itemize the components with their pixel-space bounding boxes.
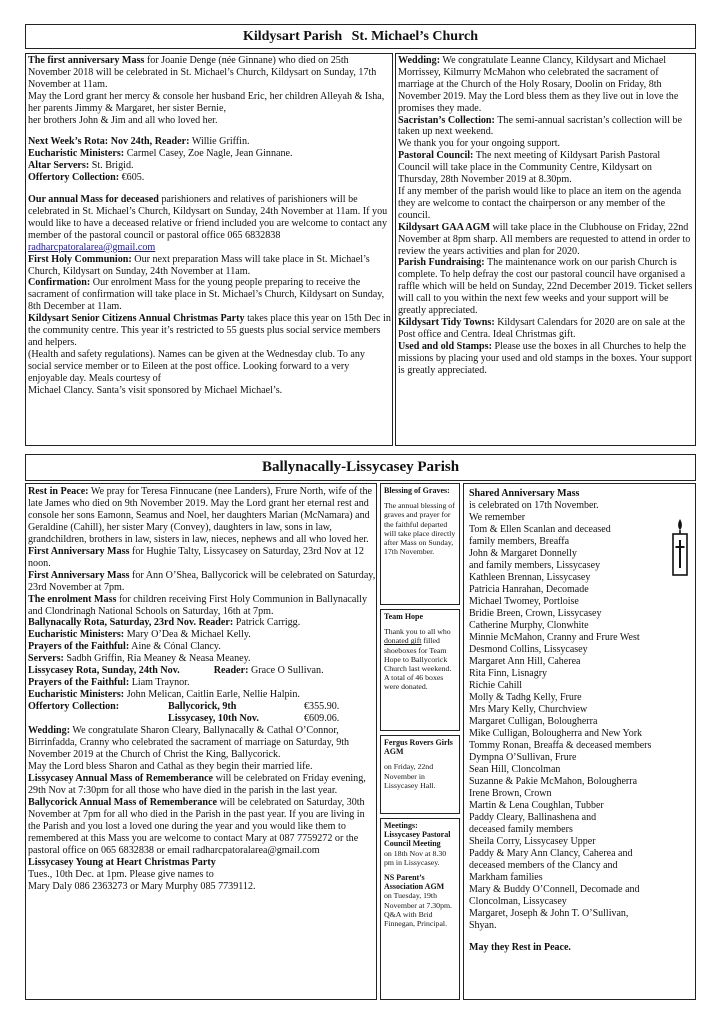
offertory-row-2 bbox=[28, 713, 376, 725]
bally-wedding-heading: Wedding: bbox=[28, 725, 71, 737]
lissycasey-rota-heading: Lissycasey Rota, Sunday, 24th Nov. bbox=[28, 665, 180, 677]
team-hope-text-a: Thank you to all who bbox=[384, 627, 451, 637]
stamps-heading: Used and old Stamps: bbox=[398, 340, 492, 352]
ballynacally-rota bbox=[28, 617, 376, 629]
team-hope-box bbox=[380, 609, 460, 731]
ns-agm-text: on Tuesday, 19th November at 7.30pm. bbox=[384, 891, 452, 910]
bally-wedding-line-2: May the Lord bless Sharon and Cathal as they begin their married life. bbox=[28, 760, 313, 772]
remembered-name: Margaret, Joseph & John T. O’Sullivan, bbox=[469, 908, 629, 919]
remembered-name: Margaret Culligan, Bolougherra bbox=[469, 716, 598, 727]
senior-party-line-3: Michael Clancy. Santa’s visit sponsored by Michael Michael’s. bbox=[28, 384, 283, 396]
lissycasey-rota bbox=[28, 665, 376, 677]
remembered-name: Sean Hill, Cloncolman bbox=[469, 764, 561, 775]
servers-line bbox=[28, 160, 391, 172]
ballynacally-prayers-value: Aine & Cónal Clancy. bbox=[129, 641, 221, 653]
senior-party-text: takes place this year on 15th Dec in the community centre. This year it’s restricted to 55 guests plus social service members and helpers. bbox=[28, 313, 391, 348]
anniversary-line-3: her brothers John & Jim and all who loved her. bbox=[28, 114, 218, 126]
anniversary-talty-text: for Hughie Talty, Lissycasey on Saturday, 23rd Nov at 12 noon. bbox=[28, 545, 364, 569]
senior-party-heading: Kildysart Senior Citizens Annual Christmas Party bbox=[28, 313, 245, 325]
anniversary-heading: The first anniversary Mass bbox=[28, 55, 145, 66]
wedding-text: We congratulate Leanne Clancy, Kildysart and Michael Morrissey, Kilmurry McMahon who celebrated the sacrament of marriage at the Church of the Holy Rosary, Doolin on Friday, 8th November 2019. May the Lord bless them as they live out in love the promises they made. bbox=[398, 55, 679, 114]
blessing-graves-text: The annual blessing of graves and prayer for the faithful departed will take place directly after Mass on Sunday, 17th November. bbox=[384, 501, 456, 557]
lissycasey-ministers-heading: Eucharistic Ministers: bbox=[28, 689, 125, 701]
offertory-heading: Offertory Collection: bbox=[28, 701, 120, 713]
deceased-mass-notice bbox=[28, 194, 391, 242]
blessing-graves-box bbox=[380, 483, 460, 605]
wedding-notice bbox=[398, 55, 694, 115]
rip-notice bbox=[28, 486, 376, 546]
anniversary-line-2: May the Lord grant her mercy & console her husband Eric, her children Alleyah & Isha, her parents Jimmy & Margaret, her sister Bernie, bbox=[28, 90, 385, 114]
lissycasey-remembrance-text: will be celebrated on Friday evening, 29th Nov at 7:30pm for all those who have died in the parish in the last year. bbox=[28, 772, 366, 796]
pastoral-meeting-text: on 18th Nov at 8.30 pm in Lissycasey. bbox=[384, 848, 447, 867]
offertory-value: €605. bbox=[119, 172, 145, 184]
rota-value: Willie Griffin. bbox=[189, 136, 250, 148]
remembered-name: deceased members of the Clancy and bbox=[469, 860, 618, 871]
enrolment-notice bbox=[28, 594, 376, 618]
remembered-name: Dympna O’Sullivan, Frure bbox=[469, 752, 577, 763]
remembered-name: Molly & Tadhg Kelly, Frure bbox=[469, 692, 582, 703]
gaa-agm-heading: Kildysart GAA AGM bbox=[398, 221, 490, 233]
anniversary-text: for Joanie Denge (née Ginnane) who died on 25th November 2018 will be celebrated in St. Michael’s Church, Kildysart on Sunday, 17th November at 11am. bbox=[28, 55, 377, 90]
rip-text: We pray for Teresa Finnucane (nee Landers), Frure North, wife of the late James who died on 9th November 2019. May the Lord grant her eternal rest and console her sons Eamonn, Seamus and Noel, her daughters Marian (McNamara) and Geraldine (Cahill), her sister Mary (Convey), daughters in law, sons in law, grandchildren, brothers in law, sisters in law, nieces, nephews and all who loved her. bbox=[28, 486, 372, 545]
confirmation-text: Our enrolment Mass for the young people preparing to receive the sacrament of confirmation will take place in St. Michael’s Church, Kildysart on Sunday, 8th December at 11am. bbox=[28, 277, 385, 313]
remembered-name: Paddy & Mary Ann Clancy, Caherea and bbox=[469, 848, 633, 859]
kildysart-left-column bbox=[28, 55, 391, 444]
bally-wedding-text: We congratulate Sharon Cleary, Ballynacally & Cathal O’Connor, Birrinfadda, Cranny who celebrated the sacrament of marriage on Saturday, 9th November 2019 at the Church of Christ the King, Ballycorick. bbox=[28, 725, 350, 761]
offertory-lissycasey-label: Lissycasey, 10th Nov. bbox=[168, 713, 259, 725]
offertory-ballycorick-amount: €355.90. bbox=[304, 701, 340, 713]
remembered-name: Mary & Buddy O’Connell, Decomade and bbox=[469, 884, 640, 895]
bally-main-column bbox=[28, 486, 376, 998]
tidy-towns-heading: Kildysart Tidy Towns: bbox=[398, 316, 495, 328]
communion-notice bbox=[28, 254, 391, 278]
ns-agm-title: NS Parent’s Association AGM bbox=[384, 873, 445, 892]
remembered-name: Suzanne & Pakie McMahon, Bolougherra bbox=[469, 776, 638, 787]
anniversary-oshea-heading: First Anniversary Mass bbox=[28, 569, 130, 581]
closing-line-text: May they Rest in Peace. bbox=[469, 942, 571, 953]
remembered-name: Markham families bbox=[469, 872, 543, 883]
stamps-text: Please use the boxes in all Churches to help the missions by placing your used and old stamps in the boxes. Your support is greatly appreciated. bbox=[398, 340, 692, 376]
blessing-graves-title: Blessing of Graves: bbox=[384, 486, 450, 495]
anniversary-talty-heading: First Anniversary Mass bbox=[28, 545, 130, 557]
remembered-names-list bbox=[469, 524, 690, 932]
remembered-name: Tommy Ronan, Breaffa & deceased members bbox=[469, 740, 652, 751]
remembered-name: Desmond Collins, Lissycasey bbox=[469, 644, 588, 655]
senior-party-notice bbox=[28, 313, 391, 349]
team-hope-text-b: filled shoeboxes for Team Hope to Ballycorick Church last weekend. A total of 46 boxes were donated. bbox=[384, 636, 452, 692]
deceased-mass-heading: Our annual Mass for deceased bbox=[28, 194, 159, 206]
bally-title: Ballynacally-Lissycasey Parish bbox=[261, 459, 460, 475]
pastoral-meeting-title: Lissycasey Pastoral Council Meeting bbox=[384, 830, 451, 849]
ballynacally-servers bbox=[28, 653, 376, 665]
servers-value: St. Brigid. bbox=[89, 160, 134, 172]
ballycorick-remembrance-heading: Ballycorick Annual Mass of Rememberance bbox=[28, 796, 217, 808]
ministers-line bbox=[28, 148, 391, 160]
pastoral-council-notice bbox=[398, 150, 694, 186]
anniversary-oshea-text: for Ann O’Shea, Ballycorick will be celebrated on Saturday, 23rd November at 7pm. bbox=[28, 569, 376, 593]
meetings-title: Meetings: bbox=[384, 821, 418, 830]
ministers-value: Carmel Casey, Zoe Nagle, Jean Ginnane. bbox=[124, 148, 293, 160]
rota-line bbox=[28, 136, 391, 148]
gaa-agm-text: will take place in the Clubhouse on Friday, 22nd November at 8pm sharp. All members are requested to attend in order to review the years activities and plan for 2020. bbox=[398, 221, 691, 257]
ballynacally-ministers-value: Mary O’Dea & Michael Kelly. bbox=[124, 629, 251, 641]
ballycorick-remembrance-text: will be celebrated on Saturday, 30th November at 7pm for all who died in the Parish in the past year. If you are living in the Parish and you lost a loved one during the year and you would like them to remembered at this Mass you are welcome to contact Mary at 087 7759272 or the pastoral office on 065 6832838 or email radharcpatoralarea@gmail.com bbox=[28, 796, 365, 856]
remembered-name: Mike Culligan, Bolougherra and New York bbox=[469, 728, 643, 739]
fergus-rovers-box bbox=[380, 735, 460, 814]
kildysart-header bbox=[25, 24, 696, 49]
closing-line bbox=[469, 942, 690, 954]
senior-party-line-2: (Health and safety regulations). Names can be given at the Wednesday club. To any social service member or to Eileen at the post office. Looking forward to a very enjoyable day. Meals courtesy of bbox=[28, 348, 365, 384]
meetings-box bbox=[380, 818, 460, 1000]
young-at-heart-heading bbox=[28, 857, 376, 869]
lissycasey-remembrance-heading: Lissycasey Annual Mass of Rememberance bbox=[28, 772, 214, 784]
offertory-row-1 bbox=[28, 701, 376, 713]
confirmation-heading: Confirmation: bbox=[28, 277, 91, 289]
offertory-lissycasey-amount: €609.06. bbox=[304, 713, 340, 725]
lissycasey-reader-value: Grace O Sullivan. bbox=[248, 665, 324, 677]
wedding-heading: Wedding: bbox=[398, 55, 441, 66]
anniversary-notice bbox=[28, 55, 391, 91]
remembered-name: Richie Cahill bbox=[469, 680, 523, 691]
ballynacally-rota-value: Patrick Carrigg. bbox=[233, 617, 301, 629]
ballynacally-servers-value: Sadbh Griffin, Ria Meaney & Neasa Meaney. bbox=[63, 653, 251, 665]
ministers-heading: Eucharistic Ministers: bbox=[28, 148, 125, 160]
sacristan-notice bbox=[398, 115, 694, 139]
email-link[interactable]: radharcpatoralarea@gmail.com bbox=[28, 241, 156, 253]
remembered-name: Paddy Cleary, Ballinashena and bbox=[469, 812, 597, 823]
ballynacally-servers-heading: Servers: bbox=[28, 653, 64, 665]
fergus-rovers-text: on Friday, 22nd November in Lissycasey Hall. bbox=[384, 762, 436, 790]
tidy-towns-notice bbox=[398, 317, 694, 341]
enrolment-heading: The enrolment Mass bbox=[28, 593, 117, 605]
rip-heading: Rest in Peace: bbox=[28, 486, 89, 497]
kildysart-subtitle: St. Michael’s Church bbox=[351, 29, 479, 44]
remembered-name: Margaret Ann Hill, Caherea bbox=[469, 656, 581, 667]
team-hope-title: Team Hope bbox=[384, 612, 424, 621]
shared-anniversary-title bbox=[469, 488, 690, 500]
confirmation-notice bbox=[28, 277, 391, 313]
team-hope-text bbox=[384, 627, 456, 691]
young-at-heart-contacts: Mary Daly 086 2363273 or Mary Murphy 085 7739112. bbox=[28, 880, 256, 892]
lissycasey-prayers-heading: Prayers of the Faithful: bbox=[28, 677, 130, 689]
remembered-name: Patricia Hanrahan, Decomade bbox=[469, 584, 589, 595]
remembered-name: Bridie Breen, Crown, Lissycasey bbox=[469, 608, 602, 619]
remembered-name: family members, Breaffa bbox=[469, 536, 570, 547]
remembered-name: Irene Brown, Crown bbox=[469, 788, 552, 799]
remember-label: We remember bbox=[469, 512, 526, 523]
sacristan-heading: Sacristan’s Collection: bbox=[398, 114, 495, 126]
lissycasey-reader-label: Reader: bbox=[213, 665, 249, 677]
kildysart-right-column bbox=[398, 55, 694, 444]
lissycasey-prayers-value: Liam Traynor. bbox=[129, 677, 190, 689]
ballynacally-rota-heading: Ballynacally Rota, Saturday, 23rd Nov. Reader: bbox=[28, 617, 234, 629]
tidy-towns-text: Kildysart Calendars for 2020 are on sale at the Post office and Centra. Ideal Christmas gift. bbox=[398, 316, 686, 340]
lissycasey-ministers bbox=[28, 689, 376, 701]
ballynacally-prayers bbox=[28, 641, 376, 653]
sacristan-line-2: We thank you for your ongoing support. bbox=[398, 138, 561, 150]
rota-heading: Next Week’s Rota: Nov 24th, Reader: bbox=[28, 136, 190, 148]
offertory-ballycorick-label: Ballycorick, 9th bbox=[168, 701, 237, 713]
servers-heading: Altar Servers: bbox=[28, 160, 90, 172]
bally-header bbox=[25, 454, 696, 481]
shared-anniversary-sub: is celebrated on 17th November. bbox=[469, 500, 599, 511]
lissycasey-ministers-value: John Melican, Caitlin Earle, Nellie Halpin. bbox=[124, 689, 300, 701]
sacristan-text: The semi-annual sacristan’s collection will be taken up next weekend. bbox=[398, 114, 682, 138]
shared-anniversary-title-text: Shared Anniversary Mass bbox=[469, 488, 580, 499]
fundraising-heading: Parish Fundraising: bbox=[398, 257, 485, 269]
anniversary-oshea bbox=[28, 570, 376, 594]
remembered-name: and family members, Lissycasey bbox=[469, 560, 601, 571]
anniversary-talty bbox=[28, 546, 376, 570]
remembered-name: Mrs Mary Kelly, Churchview bbox=[469, 704, 588, 715]
remembered-name: Catherine Murphy, Clonwhite bbox=[469, 620, 589, 631]
remembered-name: Kathleen Brennan, Lissycasey bbox=[469, 572, 591, 583]
ballycorick-remembrance bbox=[28, 797, 376, 857]
team-hope-underlined: donated gift bbox=[384, 636, 422, 646]
stamps-notice bbox=[398, 341, 694, 377]
remembered-name: Rita Finn, Lisnagry bbox=[469, 668, 548, 679]
young-at-heart-title: Lissycasey Young at Heart Christmas Party bbox=[28, 856, 216, 868]
pastoral-council-heading: Pastoral Council: bbox=[398, 150, 474, 162]
ballynacally-ministers-heading: Eucharistic Ministers: bbox=[28, 629, 125, 641]
remembered-name: Sheila Corry, Lissycasey Upper bbox=[469, 836, 596, 847]
bally-wedding-notice bbox=[28, 725, 376, 761]
remembered-name: Shyan. bbox=[469, 920, 497, 931]
remembered-name: Michael Twomey, Portloise bbox=[469, 596, 579, 607]
remembered-name: Cloncolman, Lissycasey bbox=[469, 896, 567, 907]
pastoral-council-line-2: If any member of the parish would like to place an item on the agenda they are welcome to contact the chairperson or any member of the council. bbox=[398, 185, 682, 221]
kildysart-title: Kildysart Parish bbox=[242, 29, 343, 44]
ns-agm-qa: Q&A with Brid Finnegan, Principal. bbox=[384, 909, 448, 929]
remembered-name: Tom & Ellen Scanlan and deceased bbox=[469, 524, 611, 535]
remembered-name: deceased family members bbox=[469, 824, 573, 835]
remembered-name: John & Margaret Donnelly bbox=[469, 548, 577, 559]
remembered-name: Minnie McMahon, Cranny and Frure West bbox=[469, 632, 640, 643]
remembered-name: Martin & Lena Coughlan, Tubber bbox=[469, 800, 604, 811]
candle-cross-icon bbox=[670, 517, 690, 577]
offertory-heading: Offertory Collection: bbox=[28, 172, 120, 184]
deceased-mass-text: parishioners and relatives of parishioners will be celebrated in St. Michael’s Church, Kildysart on Sunday, 24th November at 11am. If you would like to have a deceased relative or friend included you are welcome to contact any member of the pastoral council or pastoral office 065 6832838 bbox=[28, 194, 388, 241]
lissycasey-prayers bbox=[28, 677, 376, 689]
fergus-rovers-title: Fergus Rovers Girls AGM bbox=[384, 738, 453, 757]
fundraising-text: The maintenance work on our parish Church is complete. To help defray the cost our pastoral council have organised a raffle which will be held on Sunday, 22nd December 2019. Ticket sellers will call to you within the next few weeks and your support will be greatly appreciated. bbox=[398, 257, 693, 317]
ballynacally-prayers-heading: Prayers of the Faithful: bbox=[28, 641, 130, 653]
fundraising-notice bbox=[398, 257, 694, 317]
communion-text: Our next preparation Mass will take place in St. Michael’s Church, Kildysart on Sunday, 24th November at 11am. bbox=[28, 253, 370, 277]
lissycasey-remembrance bbox=[28, 773, 376, 797]
young-at-heart-text: Tues., 10th Dec. at 1pm. Please give names to bbox=[28, 868, 214, 880]
gaa-agm-notice bbox=[398, 222, 694, 258]
shared-anniversary-box bbox=[463, 483, 696, 1000]
offertory-line bbox=[28, 172, 391, 184]
pastoral-council-text: The next meeting of Kildysart Parish Pastoral Council will take place in the Community Centre, Kildysart on Thursday, 28th November 2019 at 8.30pm. bbox=[398, 150, 661, 186]
communion-heading: First Holy Communion: bbox=[28, 253, 132, 265]
ballynacally-ministers bbox=[28, 629, 376, 641]
enrolment-text: for children receiving First Holy Communion in Ballynacally and Clondrinagh National Schools on Saturday, 16th at 7pm. bbox=[28, 593, 368, 617]
